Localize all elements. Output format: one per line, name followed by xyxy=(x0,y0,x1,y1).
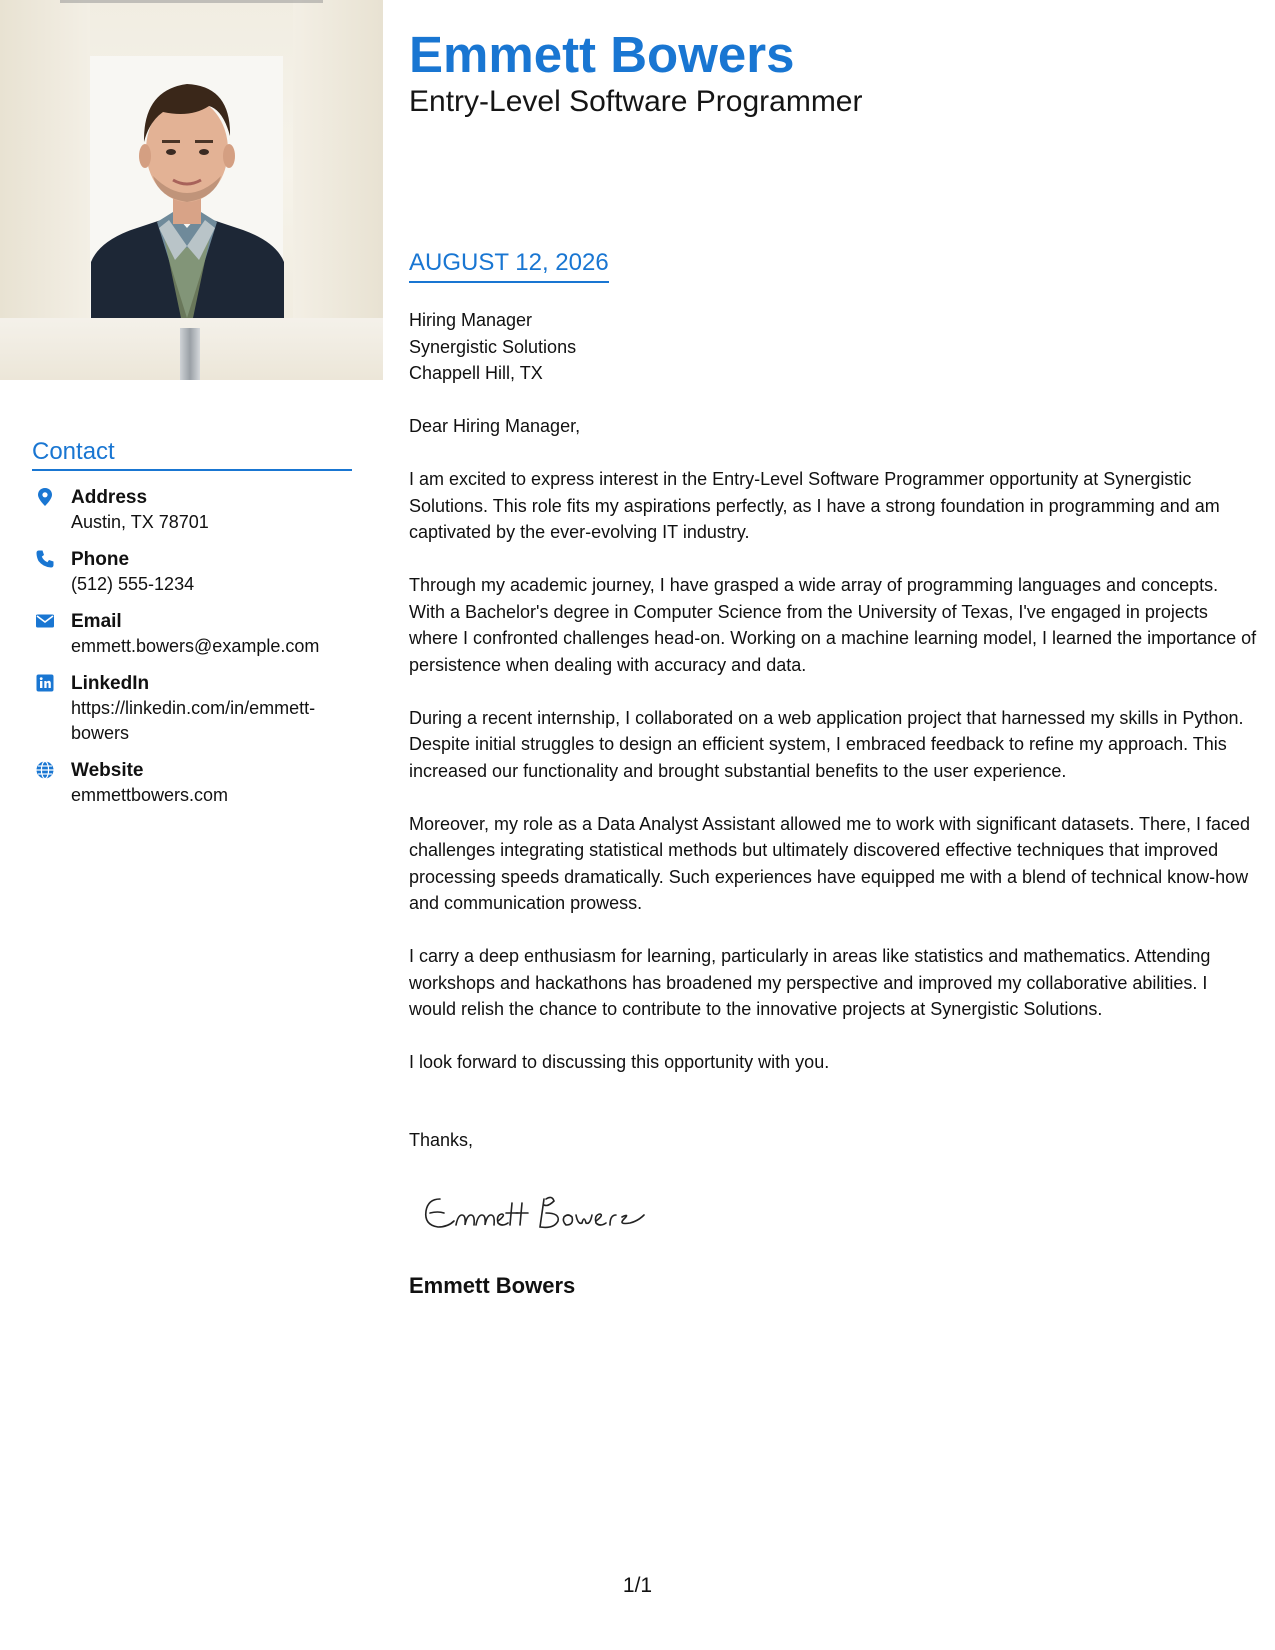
letter-paragraph: I carry a deep enthusiasm for learning, particularly in areas like statistics and mathematics. Attending workshops and hackathons has broadened my perspective and improved my collaborative abilities. I would relish the chance to contribute to the innovative projects at Synergistic Solutions. xyxy=(409,946,1211,1019)
signed-name: Emmett Bowers xyxy=(409,1273,576,1298)
recipient-line: Hiring Manager xyxy=(409,310,533,330)
recipient-line: Chappell Hill, TX xyxy=(409,363,543,383)
salutation: Dear Hiring Manager, xyxy=(409,416,581,436)
phone-value: (512) 555-1234 xyxy=(71,574,195,594)
closing: Thanks, xyxy=(409,1130,474,1150)
linkedin-icon xyxy=(35,673,55,693)
letter-paragraph: Through my academic journey, I have grasped a wide array of programming languages and concepts. With a Bachelor's degree in Computer Science from the University of Texas, I've engaged in projects where I confronted challenges head-on. Working on a machine learning model, I learned the importance of persistence when dealing with accuracy and data. xyxy=(409,575,1257,675)
letter-date: AUGUST 12, 2026 xyxy=(409,248,609,283)
letter-paragraph: Moreover, my role as a Data Analyst Assistant allowed me to work with significant datasets. There, I faced challenges integrating statistical methods but ultimately discovered effective techniques that improved processing speeds dramatically. Such experiences have equipped me with a blend of technical know-how and communication prowess. xyxy=(409,813,1251,913)
page-number: 1/1 xyxy=(622,1574,653,1597)
photo-background xyxy=(180,328,200,380)
linkedin-value[interactable]: https://linkedin.com/in/emmett-bowers xyxy=(71,698,316,743)
contact-linkedin xyxy=(32,671,352,746)
person-portrait xyxy=(91,70,284,318)
profile-photo xyxy=(0,0,383,380)
globe-icon xyxy=(35,760,55,780)
candidate-name: Emmett Bowers xyxy=(409,26,795,83)
contact-heading: Contact xyxy=(32,437,352,471)
handwritten-signature xyxy=(418,1185,658,1245)
letter-paragraph: During a recent internship, I collaborated on a web application project that harnessed my skills in Python. Despite initial struggles to design an efficient system, I embraced feedback to refine my approach. This increased our functionality and brought substantial benefits to the user experience. xyxy=(409,707,1244,781)
photo-background xyxy=(60,0,323,23)
contact-email xyxy=(32,609,352,659)
contact-label: Address xyxy=(71,487,148,508)
website-value[interactable]: emmettbowers.com xyxy=(71,785,229,805)
email-icon xyxy=(35,611,55,631)
contact-label: Website xyxy=(71,760,144,781)
letter-paragraph: I look forward to discussing this opportunity with you. xyxy=(409,1052,830,1072)
job-title: Entry-Level Software Programmer xyxy=(409,85,863,118)
phone-icon xyxy=(35,549,55,569)
recipient-block xyxy=(409,307,576,387)
letter-body xyxy=(409,413,1259,1102)
recipient-line: Synergistic Solutions xyxy=(409,336,577,357)
location-pin-icon xyxy=(35,487,55,507)
contact-label: Phone xyxy=(71,549,130,570)
contact-website xyxy=(32,758,352,808)
contact-label: Email xyxy=(71,611,122,632)
email-value[interactable]: emmett.bowers@example.com xyxy=(71,636,320,656)
contact-phone xyxy=(32,547,352,597)
letter-paragraph: I am excited to express interest in the Entry-Level Software Programmer opportunity at Synergistic Solutions. This role fits my aspirations perfectly, as I have a strong foundation in programming and am captivated by the ever-evolving IT industry. xyxy=(409,469,1220,542)
contact-sidebar xyxy=(32,437,352,820)
contact-address xyxy=(32,485,352,535)
contact-label: LinkedIn xyxy=(71,673,150,694)
address-value: Austin, TX 78701 xyxy=(71,512,209,532)
